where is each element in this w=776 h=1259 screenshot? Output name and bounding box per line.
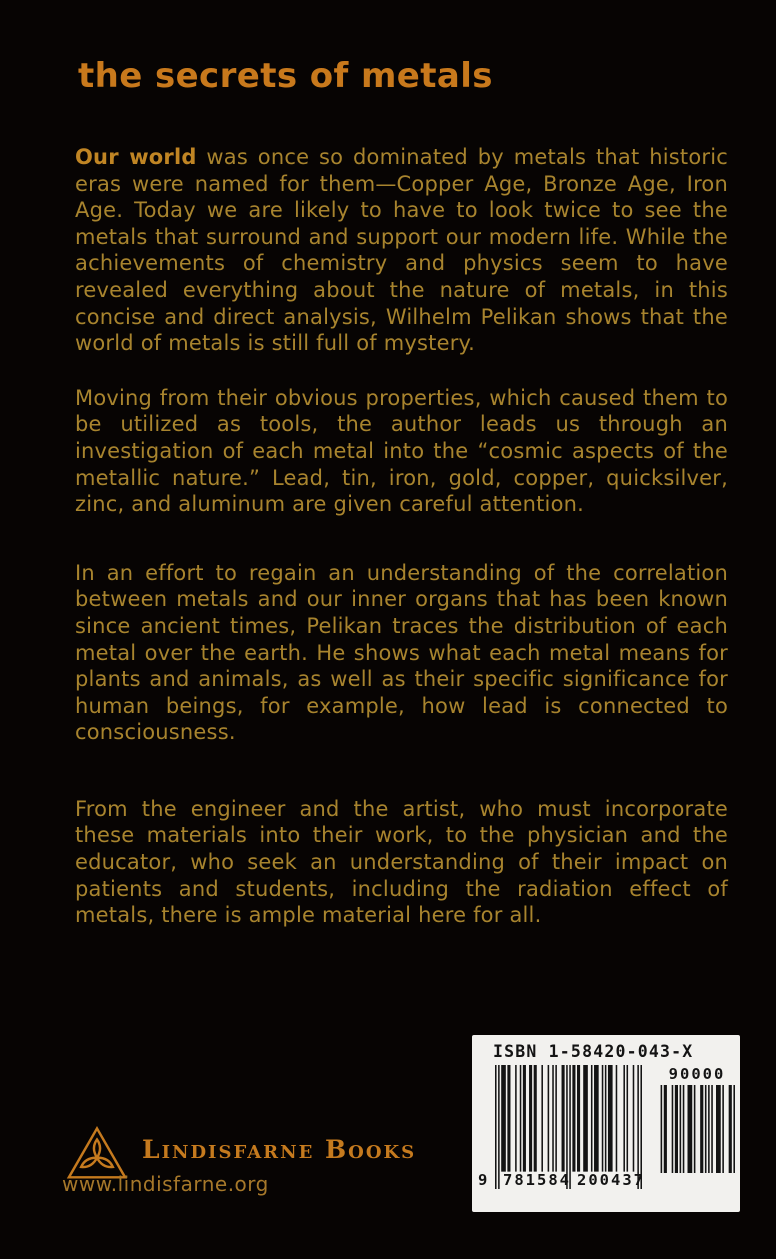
ean13-digits (472, 1171, 662, 1189)
publisher-website: www.lindisfarne.org (62, 1172, 269, 1196)
back-cover-blurb (75, 144, 728, 929)
isbn-number: ISBN 1-58420-043-X (493, 1042, 694, 1061)
publisher-name: Lindisfarne Books (142, 1135, 417, 1164)
ean13-digit-group-2: 200437 (577, 1171, 645, 1189)
paragraph-text: was once so dominated by metals that historic eras were named for them—Copper Age, Bronze Age, Iron Age. Today we are likely to have to look twice to see the metals that surround and support our modern life. While the achievements of chemistry and physics seem to have revealed everything about the nature of metals, in this concise and direct analysis, Wilhelm Pelikan shows that the world of metals is still full of mystery. (75, 145, 728, 356)
blurb-paragraph-1 (75, 144, 728, 357)
blurb-paragraph-4: From the engineer and the artist, who must incorporate these materials into their work, to the physician and the educator, who seek an understanding of their impact on patients and students, including the radiation effect of metals, there is ample material here for all. (75, 796, 728, 928)
lead-in-phrase: Our world (75, 145, 197, 169)
blurb-paragraph-2: Moving from their obvious properties, which caused them to be utilized as tools, the author leads us through an investigation of each metal into the “cosmic aspects of the metallic nature.” Lead, tin, iron, gold, copper, quicksilver, zinc, and aluminum are given careful attention. (75, 385, 728, 517)
ean13-first-digit: 9 (478, 1171, 488, 1189)
barcode-label (472, 1035, 740, 1212)
blurb-paragraph-3: In an effort to regain an understanding of the correlation between metals and our inner organs that has been known since ancient times, Pelikan traces the distribution of each metal over the earth. He shows what each metal means for plants and animals, as well as their specific significance for human beings, for example, how lead is connected to consciousness. (75, 560, 728, 745)
publisher-block (62, 1122, 442, 1208)
barcode-supplement-number: 90000 (668, 1065, 726, 1083)
ean13-digit-group-1: 781584 (503, 1171, 571, 1189)
book-title: the secrets of metals (78, 56, 493, 96)
ean5-barcode-icon (659, 1085, 735, 1173)
